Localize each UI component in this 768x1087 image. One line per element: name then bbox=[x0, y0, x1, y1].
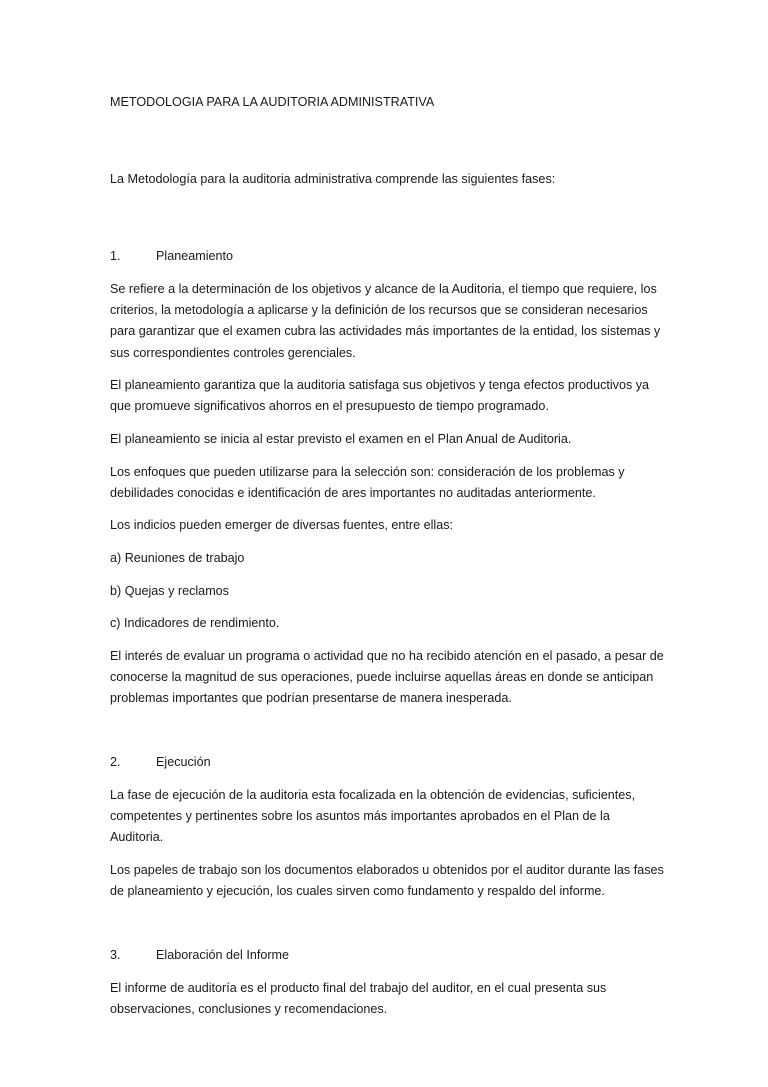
paragraph: Se refiere a la determinación de los objetivos y alcance de la Auditoria, el tiempo que requiere, los criterios, la metodología a aplicarse y la definición de los recursos que se consideran necesarios para garantizar que el examen cubra las actividades más importantes de la entidad, los sistemas y sus correspondientes controles gerenciales. bbox=[110, 282, 661, 360]
intro-paragraph: La Metodología para la auditoria administrativa comprende las siguientes fases: bbox=[110, 172, 556, 187]
document-body bbox=[110, 92, 665, 1032]
paragraph: El planeamiento se inicia al estar previsto el examen en el Plan Anual de Auditoria. bbox=[110, 432, 572, 446]
section-number: 2. bbox=[110, 755, 121, 770]
section-heading-planeamiento bbox=[110, 246, 665, 267]
list-item: a) Reuniones de trabajo bbox=[110, 550, 245, 565]
section-heading-informe bbox=[110, 945, 665, 966]
list-item: c) Indicadores de rendimiento. bbox=[110, 616, 280, 631]
document-title: METODOLOGIA PARA LA AUDITORIA ADMINISTRATIVA bbox=[110, 95, 435, 109]
paragraph: El interés de evaluar un programa o actividad que no ha recibido atención en el pasado, a pesar de conocerse la magnitud de sus operaciones, puede incluirse aquellas áreas en donde se anticipan problemas importantes que podrían presentarse de manera inesperada. bbox=[110, 648, 664, 706]
section-number: 1. bbox=[110, 249, 121, 264]
section-title: Elaboración del Informe bbox=[156, 948, 290, 963]
paragraph: Los indicios pueden emerger de diversas fuentes, entre ellas: bbox=[110, 518, 454, 533]
section-title: Planeamiento bbox=[156, 249, 234, 264]
paragraph: La fase de ejecución de la auditoria esta focalizada en la obtención de evidencias, suficientes, competentes y pertinentes sobre los asuntos más importantes aprobados en el Plan de la Auditoria. bbox=[110, 787, 636, 845]
section-title: Ejecución bbox=[156, 755, 211, 770]
section-number: 3. bbox=[110, 948, 121, 963]
paragraph: Los papeles de trabajo son los documentos elaborados u obtenidos por el auditor durante las fases de planeamiento y ejecución, los cuales sirven como fundamento y respaldo del informe. bbox=[110, 862, 664, 899]
paragraph: El informe de auditoría es el producto final del trabajo del auditor, en el cual presenta sus observaciones, conclusiones y recomendaciones. bbox=[110, 980, 607, 1017]
section-heading-ejecucion bbox=[110, 752, 665, 773]
paragraph: El planeamiento garantiza que la auditoria satisfaga sus objetivos y tenga efectos productivos ya que promueve significativos ahorros en el presupuesto de tiempo programado. bbox=[110, 378, 650, 414]
list-item: b) Quejas y reclamos bbox=[110, 583, 229, 598]
paragraph: Los enfoques que pueden utilizarse para la selección son: consideración de los problemas y debilidades conocidas e identificación de ares importantes no auditadas anteriormente. bbox=[110, 464, 625, 500]
